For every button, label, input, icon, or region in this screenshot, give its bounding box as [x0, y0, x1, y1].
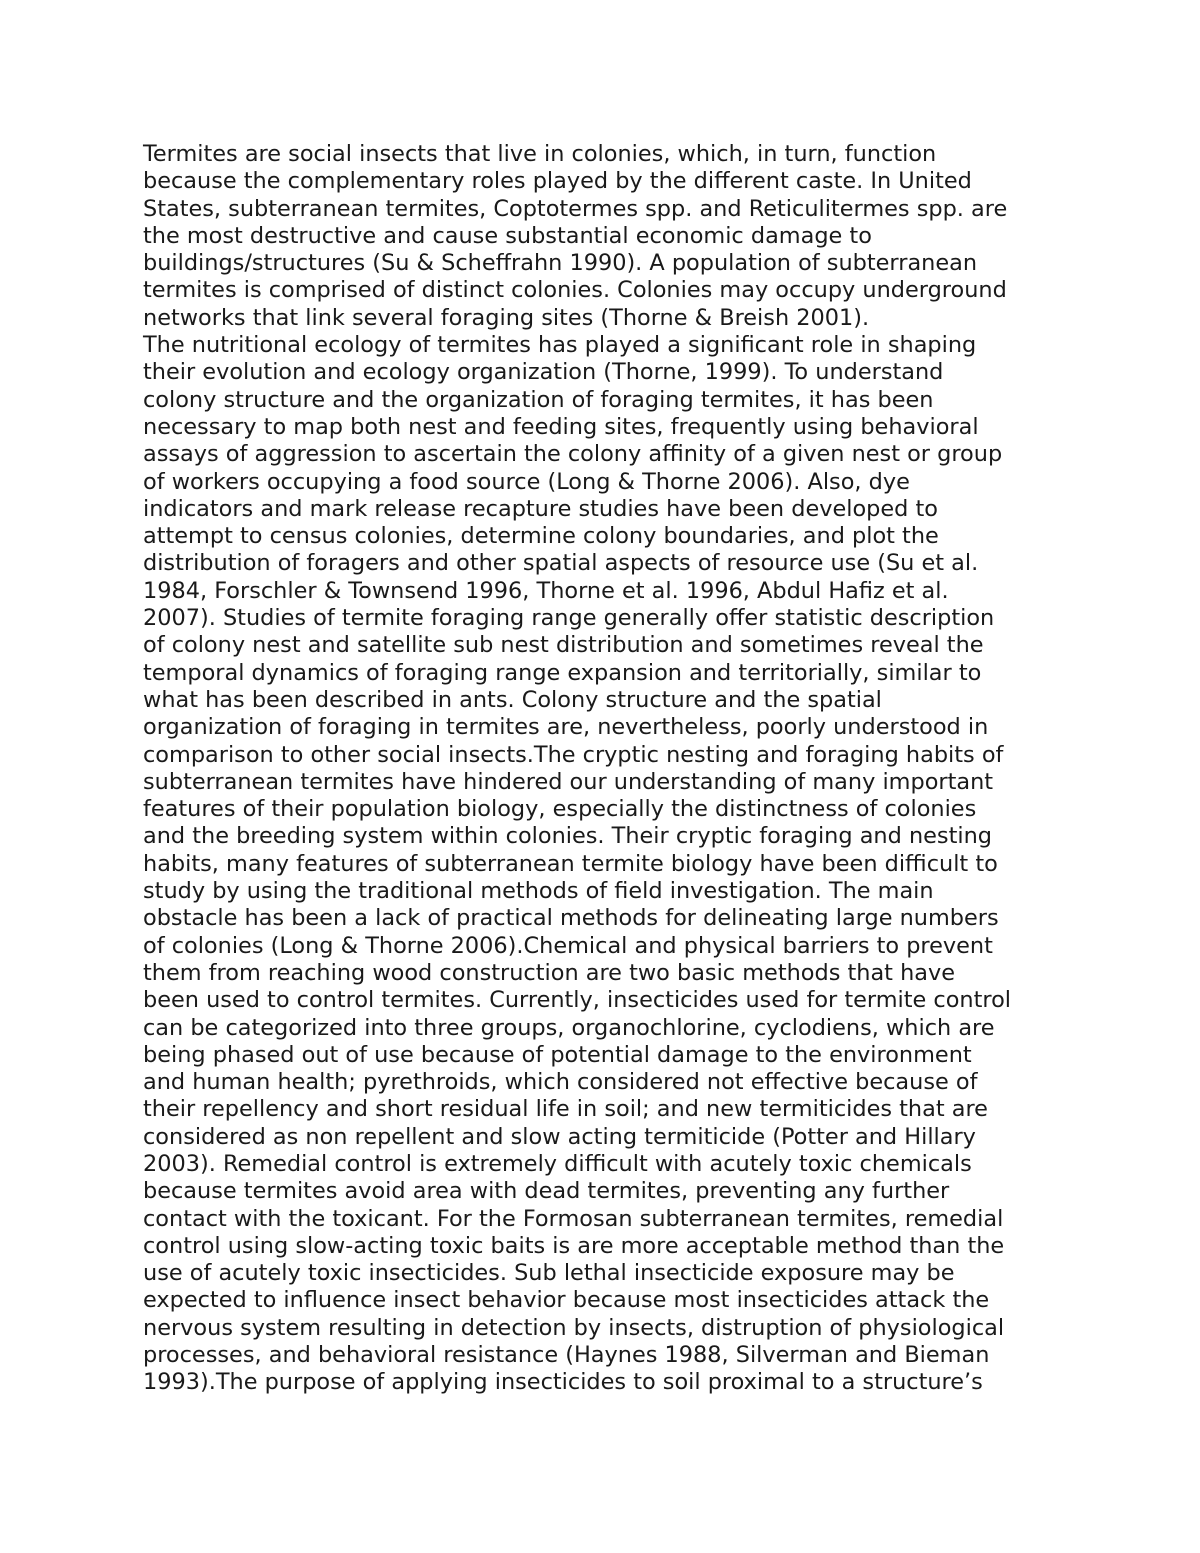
- text-line: comparison to other social insects.The cryptic nesting and foraging habits of: [143, 741, 1004, 768]
- text-line: features of their population biology, especially the distinctness of colonies: [143, 796, 977, 823]
- text-line: because the complementary roles played by the different caste. In United: [143, 168, 972, 195]
- text-line: their evolution and ecology organization (Thorne, 1999). To understand: [143, 359, 944, 386]
- text-line: distribution of foragers and other spatial aspects of resource use (Su et al.: [143, 550, 979, 577]
- text-line: study by using the traditional methods of field investigation. The main: [143, 878, 934, 905]
- text-line: of workers occupying a food source (Long & Thorne 2006). Also, dye: [143, 468, 910, 495]
- text-line: of colony nest and satellite sub nest distribution and sometimes reveal the: [143, 632, 984, 659]
- text-line: organization of foraging in termites are, nevertheless, poorly understood in: [143, 714, 989, 741]
- text-line: been used to control termites. Currently, insecticides used for termite control: [143, 987, 1012, 1014]
- text-line: the most destructive and cause substantial economic damage to: [143, 222, 872, 249]
- text-line: 2003). Remedial control is extremely difficult with acutely toxic chemicals: [143, 1150, 972, 1177]
- text-line: considered as non repellent and slow acting termiticide (Potter and Hillary: [143, 1123, 976, 1150]
- text-line: because termites avoid area with dead termites, preventing any further: [143, 1178, 950, 1205]
- text-line: nervous system resulting in detection by insects, distruption of physiological: [143, 1314, 1005, 1341]
- text-line: colony structure and the organization of foraging termites, it has been: [143, 386, 934, 413]
- text-line: 1993).The purpose of applying insecticides to soil proximal to a structure’s: [143, 1369, 983, 1396]
- text-line: and the breeding system within colonies. Their cryptic foraging and nesting: [143, 823, 992, 850]
- text-line: subterranean termites have hindered our understanding of many important: [143, 768, 994, 795]
- text-line: buildings/structures (Su & Scheffrahn 1990). A population of subterranean: [143, 250, 978, 277]
- text-line: Termites are social insects that live in colonies, which, in turn, function: [143, 141, 937, 167]
- text-line: obstacle has been a lack of practical methods for delineating large numbers: [143, 905, 999, 932]
- text-line: processes, and behavioral resistance (Haynes 1988, Silverman and Bieman: [143, 1342, 990, 1369]
- text-line: temporal dynamics of foraging range expansion and territorially, similar to: [143, 659, 982, 686]
- text-line: what has been described in ants. Colony structure and the spatial: [143, 686, 882, 713]
- text-line: their repellency and short residual life in soil; and new termiticides that are: [143, 1096, 988, 1123]
- text-line: control using slow-acting toxic baits is are more acceptable method than the: [143, 1232, 1005, 1259]
- text-line: necessary to map both nest and feeding sites, frequently using behavioral: [143, 413, 979, 440]
- text-line: assays of aggression to ascertain the colony affinity of a given nest or group: [143, 441, 1003, 468]
- text-line: States, subterranean termites, Coptotermes spp. and Reticulitermes spp. are: [143, 195, 1008, 222]
- text-line: indicators and mark release recapture studies have been developed to: [143, 495, 938, 522]
- text-line: attempt to census colonies, determine colony boundaries, and plot the: [143, 523, 939, 550]
- text-line: expected to influence insect behavior because most insecticides attack the: [143, 1287, 990, 1314]
- text-line: termites is comprised of distinct colonies. Colonies may occupy underground: [143, 277, 1007, 304]
- text-line: of colonies (Long & Thorne 2006).Chemical and physical barriers to prevent: [143, 932, 993, 959]
- text-line: them from reaching wood construction are two basic methods that have: [143, 959, 956, 986]
- text-line: The nutritional ecology of termites has played a significant role in shaping: [143, 332, 977, 359]
- text-line: networks that link several foraging sites (Thorne & Breish 2001).: [143, 304, 870, 331]
- text-line: being phased out of use because of potential damage to the environment: [143, 1041, 972, 1068]
- body-text: [143, 141, 1063, 1397]
- text-line: contact with the toxicant. For the Formosan subterranean termites, remedial: [143, 1205, 1004, 1232]
- text-line: can be categorized into three groups, organochlorine, cyclodiens, which are: [143, 1014, 995, 1041]
- text-line: habits, many features of subterranean termite biology have been difficult to: [143, 850, 998, 877]
- text-line: use of acutely toxic insecticides. Sub lethal insecticide exposure may be: [143, 1260, 955, 1287]
- text-line: 2007). Studies of termite foraging range generally offer statistic description: [143, 605, 995, 632]
- text-line: and human health; pyrethroids, which considered not effective because of: [143, 1069, 978, 1096]
- text-line: 1984, Forschler & Townsend 1996, Thorne et al. 1996, Abdul Hafiz et al.: [143, 577, 949, 604]
